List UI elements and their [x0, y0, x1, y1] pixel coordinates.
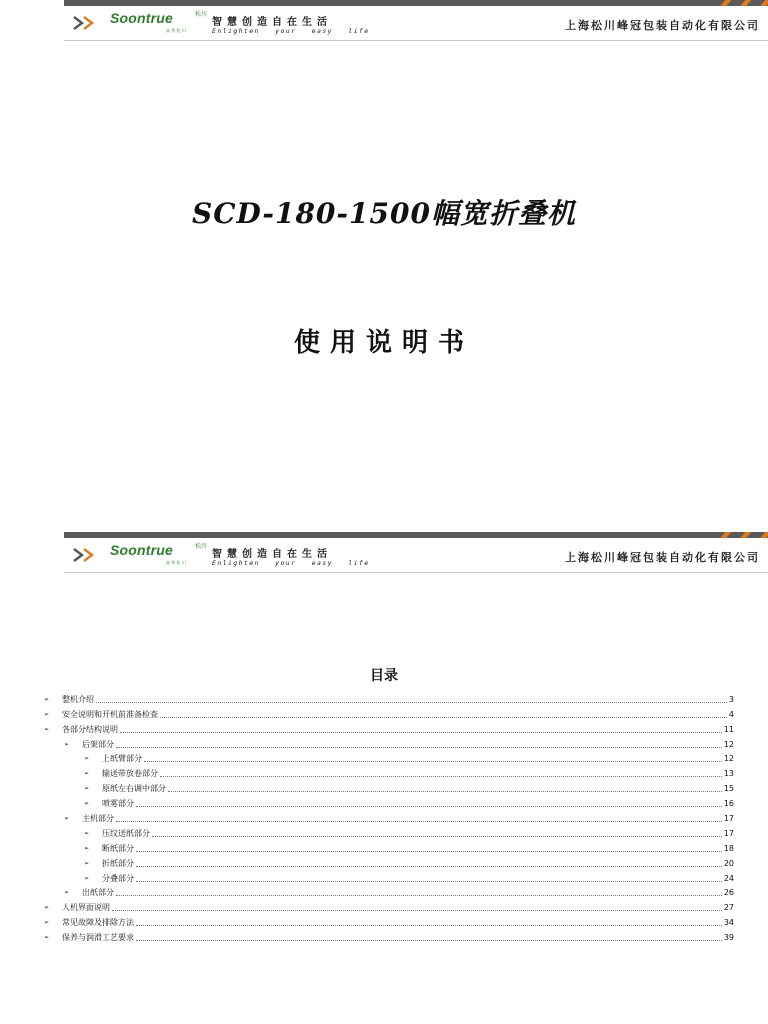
toc-entry-label: 人机界面说明: [62, 903, 110, 913]
toc-entry-label: 出纸部分: [82, 888, 114, 898]
company-name: 上海松川峰冠包装自动化有限公司: [565, 551, 760, 564]
document-title: SCD-180-1500幅宽折叠机: [192, 197, 576, 230]
slogan-en: Enlighten your easy life: [212, 27, 370, 35]
arrow-bullet-icon: ➢: [84, 844, 90, 852]
toc-page: [0, 532, 768, 1024]
toc-page-number: 16: [723, 799, 734, 809]
dot-leader: [136, 850, 722, 852]
dot-leader: [168, 790, 722, 792]
brand-logo: Soontrue: [110, 10, 174, 26]
toc-entry[interactable]: [44, 705, 734, 720]
toc-entry[interactable]: [44, 720, 734, 735]
dot-leader: [160, 775, 722, 777]
toc-entry[interactable]: [44, 809, 734, 824]
arrow-bullet-icon: ➢: [84, 829, 90, 837]
toc-page-number: 24: [723, 873, 734, 883]
page-header: [64, 0, 768, 44]
toc-entry[interactable]: [44, 750, 734, 765]
page-header: [64, 532, 768, 576]
toc-entry[interactable]: [44, 794, 734, 809]
toc-page-number: 34: [723, 918, 734, 928]
dot-leader: [136, 865, 722, 867]
toc-page-number: 27: [723, 903, 734, 913]
dot-leader: [136, 805, 722, 807]
toc-entry[interactable]: [44, 854, 734, 869]
toc-page-number: 11: [723, 724, 734, 734]
toc-entry-label: 后架部分: [82, 739, 114, 749]
brand-cn: 松川: [195, 11, 208, 18]
dot-leader: [144, 760, 722, 762]
arrow-bullet-icon: ➢: [64, 740, 70, 748]
toc-page-number: 12: [723, 754, 734, 764]
brand-cn: 松川: [195, 543, 208, 550]
dot-leader: [116, 746, 722, 748]
dot-leader: [116, 820, 722, 822]
arrow-bullet-icon: ➢: [84, 785, 90, 793]
arrow-bullet-icon: ➢: [44, 695, 50, 703]
toc-page-number: 3: [728, 694, 734, 704]
toc-entry-label: 上纸臂部分: [102, 754, 142, 764]
slogan-cn: 智慧创造自在生活: [212, 549, 332, 560]
toc-entry-label: 安全说明和开机前准备检查: [62, 709, 158, 719]
brand-sub: 高 智 松 川: [166, 28, 186, 33]
toc-page-number: 20: [723, 858, 734, 868]
arrow-bullet-icon: ➢: [84, 800, 90, 808]
toc-entry-label: 整机介绍: [62, 694, 94, 704]
toc-entry-label: 各部分结构说明: [62, 724, 118, 734]
header-stripes: [718, 532, 768, 538]
toc-entry-label: 主机部分: [82, 814, 114, 824]
arrow-bullet-icon: ➢: [44, 725, 50, 733]
company-name: 上海松川峰冠包装自动化有限公司: [565, 19, 760, 32]
toc-page-number: 15: [723, 784, 734, 794]
toc-entry[interactable]: [44, 913, 734, 928]
toc-entry[interactable]: [44, 928, 734, 943]
toc-entry[interactable]: [44, 898, 734, 913]
toc-page-number: 39: [723, 933, 734, 943]
arrow-bullet-icon: ➢: [84, 770, 90, 778]
arrow-bullet-icon: ➢: [44, 934, 50, 942]
toc-page-number: 12: [723, 739, 734, 749]
header-bar: [64, 532, 768, 538]
toc-entry[interactable]: [44, 824, 734, 839]
dot-leader: [116, 894, 722, 896]
header-rule: [64, 40, 768, 41]
arrow-bullet-icon: ➢: [44, 904, 50, 912]
brand-chevron-icon: [72, 546, 102, 564]
arrow-bullet-icon: ➢: [44, 919, 50, 927]
dot-leader: [120, 731, 722, 733]
arrow-bullet-icon: ➢: [84, 874, 90, 882]
toc-page-number: 17: [723, 814, 734, 824]
header-bar: [64, 0, 768, 6]
toc-page-number: 26: [723, 888, 734, 898]
document-subtitle: 使用说明书: [293, 328, 474, 358]
toc-entry[interactable]: [44, 839, 734, 854]
toc-entry-label: 压纹送纸部分: [102, 828, 150, 838]
toc-entry-label: 分叠部分: [102, 873, 134, 883]
toc-entry[interactable]: [44, 779, 734, 794]
toc-entry-label: 喷雾部分: [102, 799, 134, 809]
toc-entry-label: 常见故障及排除方法: [62, 918, 134, 928]
slogan-en: Enlighten your easy life: [212, 559, 370, 567]
toc-entry-label: 输送带放卷部分: [102, 769, 158, 779]
arrow-bullet-icon: ➢: [64, 889, 70, 897]
header-stripes: [718, 0, 768, 6]
arrow-bullet-icon: ➢: [44, 710, 50, 718]
dot-leader: [136, 880, 722, 882]
dot-leader: [136, 939, 722, 941]
toc-entry-label: 折纸部分: [102, 858, 134, 868]
arrow-bullet-icon: ➢: [84, 755, 90, 763]
toc-entry[interactable]: [44, 869, 734, 884]
dot-leader: [152, 835, 722, 837]
dot-leader: [112, 909, 722, 911]
toc-page-number: 13: [723, 769, 734, 779]
brand-chevron-icon: [72, 14, 102, 32]
toc-list: [44, 690, 734, 943]
arrow-bullet-icon: ➢: [64, 815, 70, 823]
toc-entry[interactable]: [44, 884, 734, 899]
toc-entry[interactable]: [44, 690, 734, 705]
toc-title: 目录: [370, 668, 398, 684]
dot-leader: [96, 701, 727, 703]
toc-entry[interactable]: [44, 764, 734, 779]
dot-leader: [160, 716, 727, 718]
brand-sub: 高 智 松 川: [166, 560, 186, 565]
toc-page-number: 17: [723, 828, 734, 838]
toc-entry[interactable]: [44, 735, 734, 750]
slogan-cn: 智慧创造自在生活: [212, 17, 332, 28]
dot-leader: [136, 924, 722, 926]
toc-entry-label: 断纸部分: [102, 843, 134, 853]
toc-entry-label: 原纸左右调中部分: [102, 784, 166, 794]
toc-entry-label: 保养与润滑工艺要求: [62, 933, 134, 943]
header-rule: [64, 572, 768, 573]
brand-logo: Soontrue: [110, 542, 174, 558]
arrow-bullet-icon: ➢: [84, 859, 90, 867]
toc-page-number: 18: [723, 843, 734, 853]
toc-page-number: 4: [728, 709, 734, 719]
